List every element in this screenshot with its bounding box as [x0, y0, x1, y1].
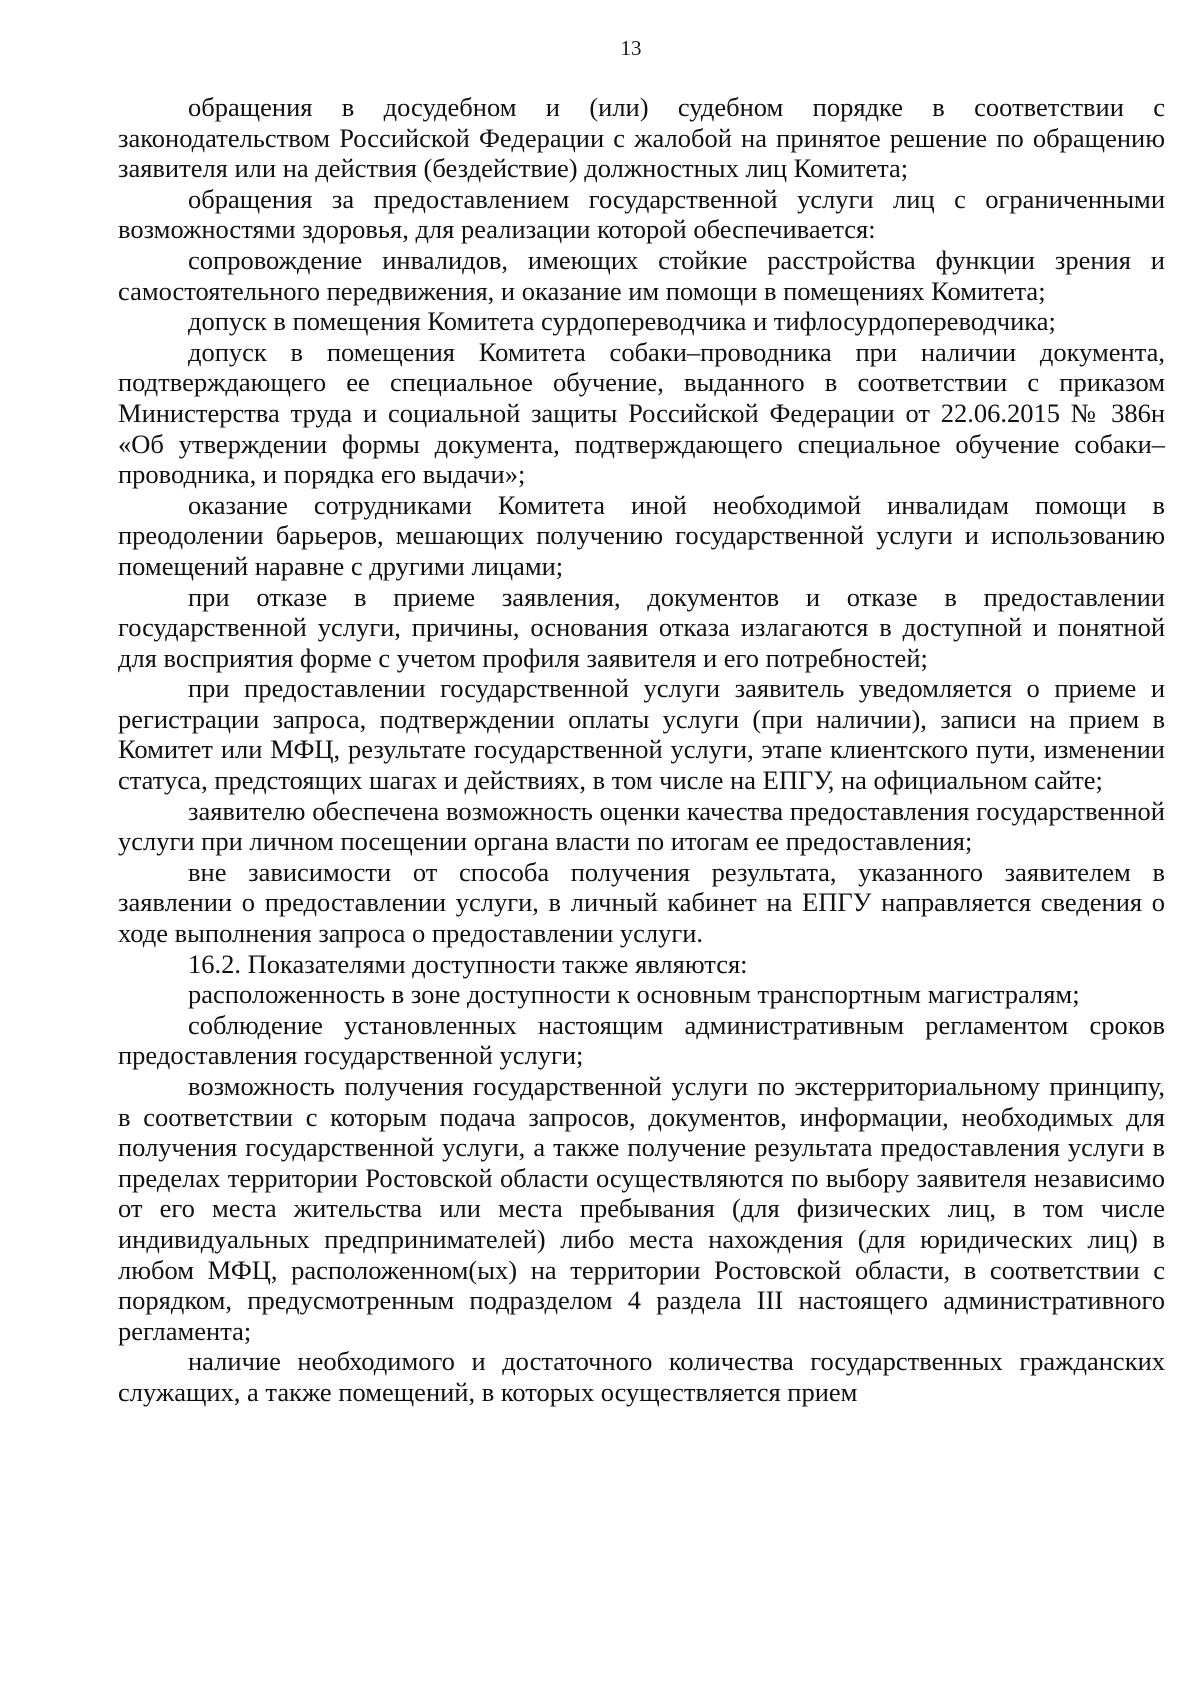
- paragraph: обращения за предоставлением государственной услуги лиц с ограниченными возможностями здоровья, для реализации которой обеспечивается:: [118, 183, 1165, 245]
- paragraph: допуск в помещения Комитета собаки–проводника при наличии документа, подтверждающего ее специальное обучение, выданного в соответствии с приказом Министерства труда и социальной защиты Российской Федерации от 22.06.2015 № 386н «Об утверждении формы документа, подтверждающего специальное обучение собаки–проводника, и порядка его выдачи»;: [118, 336, 1165, 490]
- paragraph: оказание сотрудниками Комитета иной необходимой инвалидам помощи в преодолении барьеров, мешающих получению государственной услуги и использованию помещений наравне с другими лицами;: [118, 489, 1165, 581]
- paragraph: заявителю обеспечена возможность оценки качества предоставления государственной услуги при личном посещении органа власти по итогам ее предоставления;: [118, 795, 1165, 857]
- paragraph: наличие необходимого и достаточного количества государственных гражданских служащих, а также помещений, в которых осуществляется прием: [118, 1346, 1165, 1407]
- paragraph: при отказе в приеме заявления, документов и отказе в предоставлении государственной услуги, причины, основания отказа излагаются в доступной и понятной для восприятия форме с учетом профиля заявителя и его потребностей;: [118, 581, 1165, 673]
- document-body: [118, 92, 1165, 1408]
- paragraph: сопровождение инвалидов, имеющих стойкие расстройства функции зрения и самостоятельного передвижения, и оказание им помощи в помещениях Комитета;: [118, 244, 1165, 306]
- paragraph: допуск в помещения Комитета сурдопереводчика и тифлосурдопереводчика;: [188, 306, 1056, 337]
- paragraph: соблюдение установленных настоящим административным регламентом сроков предоставления государственной услуги;: [118, 1009, 1165, 1071]
- paragraph: вне зависимости от способа получения результата, указанного заявителем в заявлении о предоставлении услуги, в личный кабинет на ЕПГУ направляется сведения о ходе выполнения запроса о предоставлении услуги.: [118, 856, 1165, 949]
- paragraph: расположенность в зоне доступности к основным транспортным магистралям;: [188, 979, 1080, 1010]
- paragraph: при предоставлении государственной услуги заявитель уведомляется о приеме и регистрации запроса, подтверждении оплаты услуги (при наличии), записи на прием в Комитет или МФЦ, результате государственной услуги, этапе клиентского пути, изменении статуса, предстоящих шагах и действиях, в том числе на ЕПГУ, на официальном сайте;: [118, 673, 1165, 796]
- page-number: 13: [620, 36, 642, 60]
- paragraph: обращения в досудебном и (или) судебном порядке в соответствии с законодательством Российской Федерации с жалобой на принятое решение по обращению заявителя или на действия (бездействие) должностных лиц Комитета;: [118, 92, 1165, 184]
- section-heading-16-2: 16.2. Показателями доступности также являются:: [188, 948, 748, 979]
- paragraph: возможность получения государственной услуги по экстерриториальному принципу, в соответствии с которым подача запросов, документов, информации, необходимых для получения государственной услуги, а также получение результата предоставления услуги в пределах территории Ростовской области осуществляются по выбору заявителя независимо от его места жительства или места пребывания (для физических лиц, в том числе индивидуальных предпринимателей) либо места нахождения (для юридических лиц) в любом МФЦ, расположенном(ых) на территории Ростовской области, в соответствии с порядком, предусмотренным подразделом 4 раздела III настоящего административного регламента;: [118, 1071, 1165, 1346]
